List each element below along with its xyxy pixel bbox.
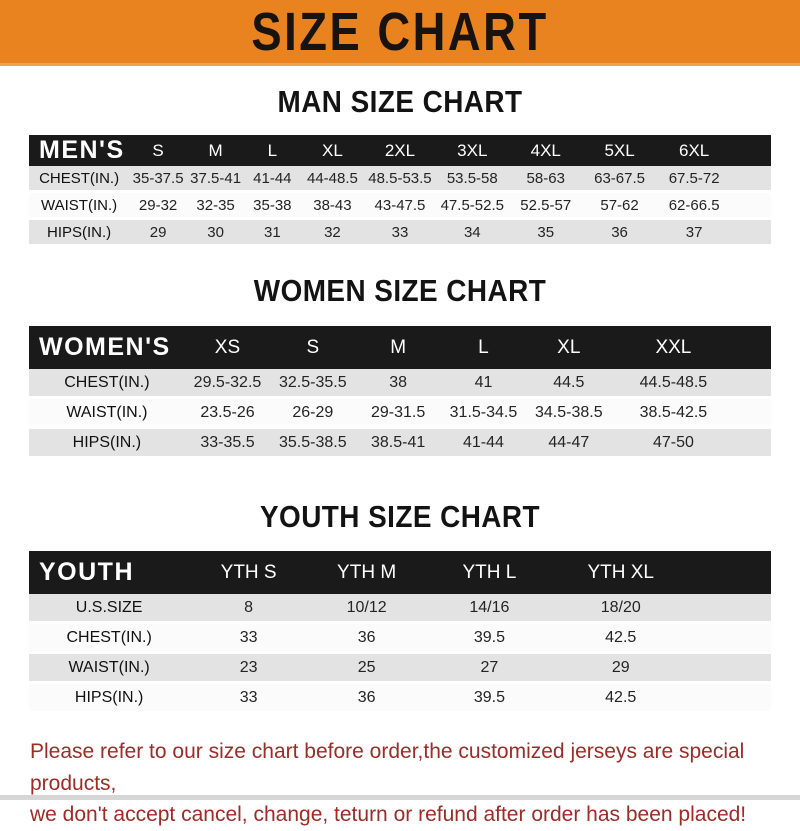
- size-value-cell: 14/16: [425, 594, 553, 624]
- size-value-cell: 42.5: [554, 684, 688, 714]
- size-column-header: S: [270, 326, 355, 369]
- row-label: CHEST(IN.): [29, 624, 189, 654]
- size-value-cell: 39.5: [425, 684, 553, 714]
- measurement-row: [29, 654, 771, 684]
- size-value-cell: 37: [657, 220, 732, 247]
- measurement-row: [29, 594, 771, 624]
- size-value-cell: 62-66.5: [657, 193, 732, 220]
- size-column-header: S: [129, 135, 187, 166]
- measurement-row: [29, 193, 771, 220]
- size-value-cell: 44-47: [526, 429, 611, 459]
- measurement-row: [29, 220, 771, 247]
- size-column-header: XL: [526, 326, 611, 369]
- size-value-cell: 25: [308, 654, 425, 684]
- size-column-header: 5XL: [582, 135, 656, 166]
- size-value-cell: 37.5-41: [187, 166, 244, 193]
- size-value-cell: 27: [425, 654, 553, 684]
- bottom-edge-strip: [0, 795, 800, 800]
- size-value-cell: 26-29: [270, 399, 355, 429]
- youth-section-heading: YOUTH SIZE CHART: [259, 499, 541, 534]
- size-value-cell: 8: [189, 594, 308, 624]
- youth-size-table: [29, 551, 771, 714]
- size-column-header: 3XL: [436, 135, 509, 166]
- size-column-header: M: [187, 135, 244, 166]
- measurement-row: [29, 684, 771, 714]
- row-spacer: [688, 654, 771, 684]
- size-value-cell: 33-35.5: [185, 429, 270, 459]
- row-spacer: [688, 594, 771, 624]
- men-size-section: [0, 84, 800, 247]
- size-value-cell: 47-50: [611, 429, 735, 459]
- size-value-cell: 31: [244, 220, 300, 247]
- size-value-cell: 34.5-38.5: [526, 399, 611, 429]
- women-section-heading: WOMEN SIZE CHART: [253, 273, 547, 308]
- women-table-header-row: [29, 326, 771, 369]
- page-title: SIZE CHART: [251, 1, 549, 62]
- size-column-header: XS: [185, 326, 270, 369]
- size-value-cell: 44-48.5: [301, 166, 365, 193]
- size-value-cell: 67.5-72: [657, 166, 732, 193]
- size-value-cell: 41-44: [441, 429, 526, 459]
- men-size-table: [29, 135, 771, 247]
- banner: [0, 0, 800, 66]
- row-spacer: [735, 429, 771, 459]
- header-spacer: [732, 135, 771, 166]
- size-value-cell: 58-63: [509, 166, 582, 193]
- size-value-cell: 32: [301, 220, 365, 247]
- size-column-header: YTH S: [189, 551, 308, 594]
- size-value-cell: 36: [582, 220, 656, 247]
- youth-size-section: [0, 499, 800, 714]
- row-label: CHEST(IN.): [29, 166, 129, 193]
- size-column-header: XL: [301, 135, 365, 166]
- header-spacer: [688, 551, 771, 594]
- footer-note: [30, 736, 780, 831]
- size-value-cell: 35-37.5: [129, 166, 187, 193]
- size-value-cell: 35-38: [244, 193, 300, 220]
- size-value-cell: 33: [189, 684, 308, 714]
- size-value-cell: 52.5-57: [509, 193, 582, 220]
- row-label: HIPS(IN.): [29, 429, 185, 459]
- size-value-cell: 39.5: [425, 624, 553, 654]
- size-value-cell: 33: [364, 220, 435, 247]
- footer-note-line-1: Please refer to our size chart before order,the customized jerseys are special products,: [30, 740, 745, 795]
- size-value-cell: 29-32: [129, 193, 187, 220]
- row-spacer: [735, 399, 771, 429]
- measurement-row: [29, 166, 771, 193]
- size-value-cell: 41: [441, 369, 526, 399]
- row-label: WAIST(IN.): [29, 399, 185, 429]
- size-value-cell: 47.5-52.5: [436, 193, 509, 220]
- footer-note-line-2: we don't accept cancel, change, teturn or refund after order has been placed!: [30, 803, 747, 826]
- women-size-section: [0, 273, 800, 459]
- measurement-row: [29, 369, 771, 399]
- size-value-cell: 33: [189, 624, 308, 654]
- size-column-header: XXL: [611, 326, 735, 369]
- size-column-header: 6XL: [657, 135, 732, 166]
- size-column-header: L: [244, 135, 300, 166]
- row-label: U.S.SIZE: [29, 594, 189, 624]
- measurement-row: [29, 429, 771, 459]
- row-spacer: [735, 369, 771, 399]
- measurement-row: [29, 399, 771, 429]
- men-table-header-row: [29, 135, 771, 166]
- size-value-cell: 38.5-41: [355, 429, 440, 459]
- men-section-heading: MAN SIZE CHART: [277, 84, 523, 119]
- size-value-cell: 35.5-38.5: [270, 429, 355, 459]
- size-column-header: L: [441, 326, 526, 369]
- size-value-cell: 10/12: [308, 594, 425, 624]
- row-spacer: [732, 166, 771, 193]
- size-column-header: M: [355, 326, 440, 369]
- size-value-cell: 29: [554, 654, 688, 684]
- size-value-cell: 38-43: [301, 193, 365, 220]
- size-value-cell: 23: [189, 654, 308, 684]
- measurement-row: [29, 624, 771, 654]
- size-column-header: YTH L: [425, 551, 553, 594]
- size-value-cell: 36: [308, 684, 425, 714]
- size-value-cell: 35: [509, 220, 582, 247]
- size-value-cell: 29.5-32.5: [185, 369, 270, 399]
- women-table-label: WOMEN'S: [29, 326, 185, 369]
- size-value-cell: 34: [436, 220, 509, 247]
- youth-table-header-row: [29, 551, 771, 594]
- row-spacer: [688, 624, 771, 654]
- size-column-header: 2XL: [364, 135, 435, 166]
- size-value-cell: 44.5: [526, 369, 611, 399]
- row-spacer: [688, 684, 771, 714]
- header-spacer: [735, 326, 771, 369]
- size-value-cell: 41-44: [244, 166, 300, 193]
- row-spacer: [732, 220, 771, 247]
- size-value-cell: 53.5-58: [436, 166, 509, 193]
- row-label: WAIST(IN.): [29, 193, 129, 220]
- size-value-cell: 63-67.5: [582, 166, 656, 193]
- size-value-cell: 38.5-42.5: [611, 399, 735, 429]
- row-label: CHEST(IN.): [29, 369, 185, 399]
- size-value-cell: 36: [308, 624, 425, 654]
- size-value-cell: 42.5: [554, 624, 688, 654]
- size-value-cell: 29-31.5: [355, 399, 440, 429]
- row-label: WAIST(IN.): [29, 654, 189, 684]
- size-value-cell: 43-47.5: [364, 193, 435, 220]
- youth-table-label: YOUTH: [29, 551, 189, 594]
- row-label: HIPS(IN.): [29, 220, 129, 247]
- size-value-cell: 18/20: [554, 594, 688, 624]
- size-value-cell: 31.5-34.5: [441, 399, 526, 429]
- size-value-cell: 32-35: [187, 193, 244, 220]
- size-column-header: 4XL: [509, 135, 582, 166]
- size-value-cell: 29: [129, 220, 187, 247]
- size-value-cell: 30: [187, 220, 244, 247]
- size-value-cell: 32.5-35.5: [270, 369, 355, 399]
- women-size-table: [29, 326, 771, 459]
- men-table-label: MEN'S: [29, 135, 129, 166]
- size-value-cell: 38: [355, 369, 440, 399]
- row-spacer: [732, 193, 771, 220]
- size-value-cell: 44.5-48.5: [611, 369, 735, 399]
- size-column-header: YTH M: [308, 551, 425, 594]
- size-column-header: YTH XL: [554, 551, 688, 594]
- row-label: HIPS(IN.): [29, 684, 189, 714]
- size-value-cell: 57-62: [582, 193, 656, 220]
- size-value-cell: 23.5-26: [185, 399, 270, 429]
- size-value-cell: 48.5-53.5: [364, 166, 435, 193]
